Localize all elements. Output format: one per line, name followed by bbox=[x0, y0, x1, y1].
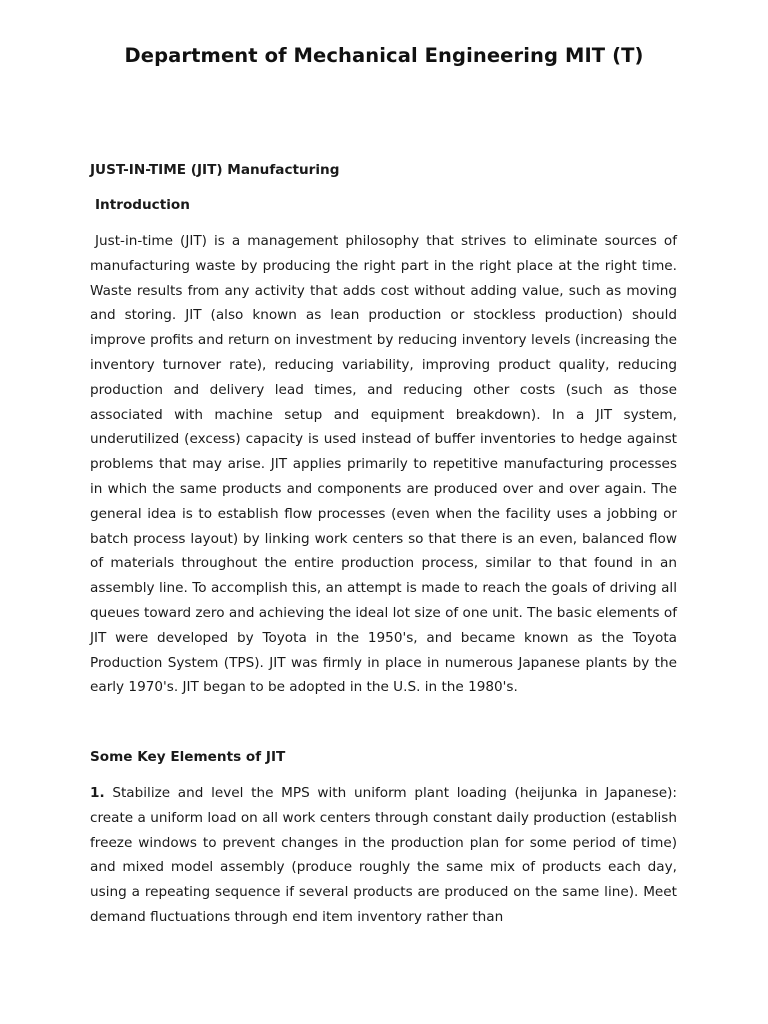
department-title: Department of Mechanical Engineering MIT (T) bbox=[124, 44, 644, 67]
key-element-text: Stabilize and level the MPS with uniform plant loading (heijunka in Japanese): create a uniform load on all work centers through constant daily production (establish freeze windows to prevent changes in the production plan for some period of time) and mixed model assembly (produce roughly the same mix of products each day, using a repeating sequence if several products are produced on the same line). Meet demand fluctuations through end item inventory rather than bbox=[90, 785, 677, 925]
key-element-item bbox=[90, 781, 677, 930]
intro-paragraph: Just-in-time (JIT) is a management philosophy that strives to eliminate sources of manufacturing waste by producing the right part in the right place at the right time. Waste results from any activity that adds cost without adding value, such as moving and storing. JIT (also known as lean production or stockless production) should improve profits and return on investment by reducing inventory levels (increasing the inventory turnover rate), reducing variability, improving product quality, reducing production and delivery lead times, and reducing other costs (such as those associated with machine setup and equipment breakdown). In a JIT system, underutilized (excess) capacity is used instead of buffer inventories to hedge against problems that may arise. JIT applies primarily to repetitive manufacturing processes in which the same products and components are produced over and over again. The general idea is to establish flow processes (even when the facility uses a jobbing or batch process layout) by linking work centers so that there is an even, balanced flow of materials throughout the entire production process, similar to that found in an assembly line. To accomplish this, an attempt is made to reach the goals of driving all queues toward zero and achieving the ideal lot size of one unit. The basic elements of JIT were developed by Toyota in the 1950's, and became known as the Toyota Production System (TPS). JIT was firmly in place in numerous Japanese plants by the early 1970's. JIT began to be adopted in the U.S. in the 1980's. bbox=[90, 233, 677, 696]
main-heading: JUST-IN-TIME (JIT) Manufacturing bbox=[90, 162, 340, 178]
intro-heading: Introduction bbox=[95, 197, 190, 213]
key-elements-heading: Some Key Elements of JIT bbox=[90, 749, 286, 765]
key-element-number: 1. bbox=[90, 785, 105, 801]
